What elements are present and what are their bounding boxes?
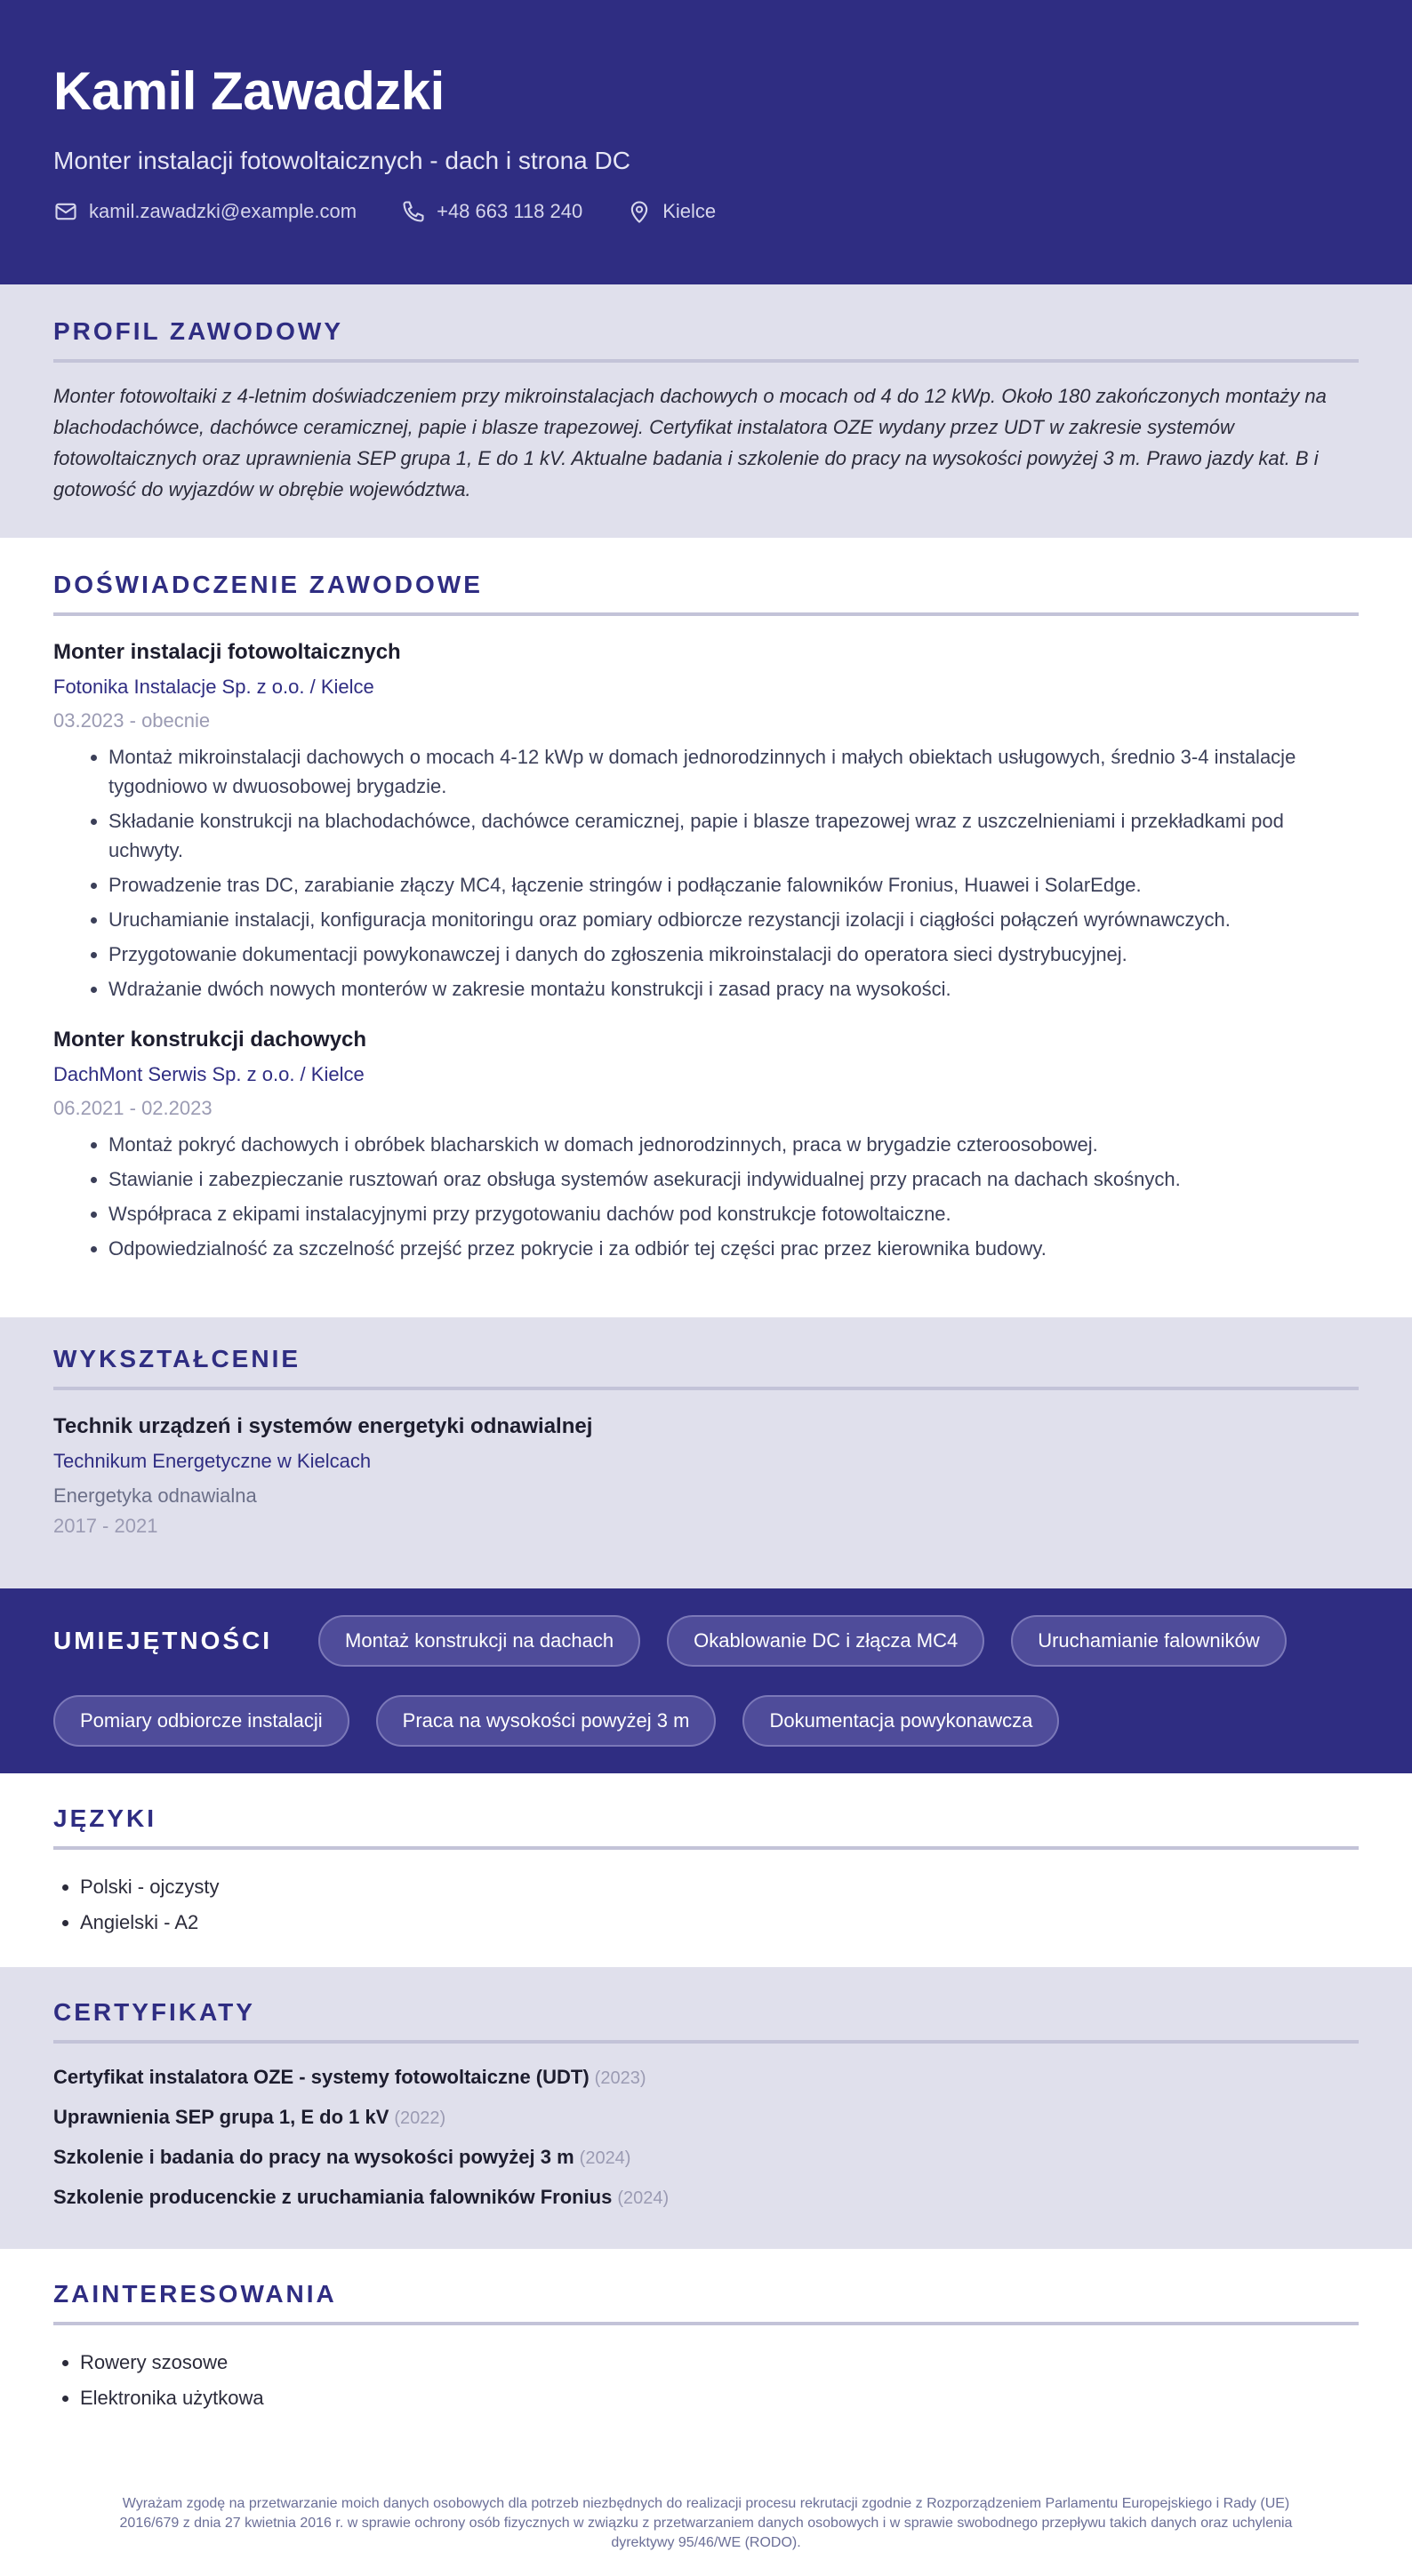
certificate-name: Uprawnienia SEP grupa 1, E do 1 kV (53, 2106, 389, 2128)
job-bullet: • Stawianie i zabezpieczanie rusztowań oraz obsługa systemów asekuracji indywidualnej przy pracach na dachach skośnych. (108, 1164, 1359, 1194)
profile-text: Monter fotowoltaiki z 4-letnim doświadczeniem przy mikroinstalacjach dachowych o mocach od 4 do 12 kWp. Około 180 zakończonych montaży na blachodachówce, dachówce ceramicznej, papie i blasze trapezowej. Certyfikat instalatora OZE wydany przez UDT w zakresie systemów fotowoltaicznych oraz uprawnienia SEP grupa 1, E do 1 kV. Aktualne badania i szkolenie do pracy na wysokości powyżej 3 m. Prawo jazdy kat. B i gotowość do wyjazdów w obrębie województwa. (53, 385, 1327, 500)
contact-email[interactable] (53, 199, 357, 224)
job-bullet: • Składanie konstrukcji na blachodachówce, dachówce ceramicznej, papie i blasze trapezowej wraz z uszczelnieniami i przekładkami pod uchwyty. (108, 806, 1359, 865)
job-bullet: • Wdrażanie dwóch nowych monterów w zakresie montażu konstrukcji i zasad pracy na wysokości. (108, 974, 1359, 1004)
languages-title: JĘZYKI (53, 1804, 1359, 1850)
location-pin-icon (627, 199, 652, 224)
certificate-item (53, 2178, 1359, 2218)
interests-list (53, 2345, 1359, 2416)
job-bullet: • Przygotowanie dokumentacji powykonawczej i danych do zgłoszenia mikroinstalacji do operatora sieci dystrybucyjnej. (108, 940, 1359, 969)
job-bullet: • Odpowiedzialność za szczelność przejść przez pokrycie i za odbiór tej części prac przez kierownika budowy. (108, 1234, 1359, 1263)
certificates-section (0, 1967, 1412, 2249)
job-entry (53, 1025, 1359, 1263)
certificate-year: (2024) (617, 2188, 670, 2208)
certificate-item (53, 2098, 1359, 2138)
job-bullets (53, 1130, 1359, 1263)
mail-icon (53, 199, 78, 224)
profile-title: PROFIL ZAWODOWY (53, 316, 1359, 363)
contact-phone[interactable] (401, 199, 582, 224)
skill-chip: Montaż konstrukcji na dachach (318, 1615, 640, 1667)
profile-section (0, 284, 1412, 538)
location-text: Kielce (662, 200, 717, 222)
education-section (0, 1317, 1412, 1588)
certificate-year: (2023) (594, 2068, 646, 2088)
certificate-year: (2024) (579, 2148, 631, 2168)
email-text[interactable]: kamil.zawadzki@example.com (89, 200, 357, 222)
job-dates: 06.2021 - 02.2023 (53, 1097, 213, 1119)
candidate-name: Kamil Zawadzki (53, 61, 445, 121)
job-bullet: • Współpraca z ekipami instalacyjnymi przy przygotowaniu dachów pod konstrukcje fotowoltaiczne. (108, 1199, 1359, 1228)
language-item: • Angielski - A2 (80, 1905, 1359, 1940)
language-item: • Polski - ojczysty (80, 1869, 1359, 1905)
experience-section (0, 538, 1412, 1317)
certificate-year: (2022) (394, 2108, 446, 2128)
candidate-role: Monter instalacji fotowoltaicznych - dach i strona DC (53, 147, 630, 174)
languages-section (0, 1773, 1412, 1967)
education-field: Energetyka odnawialna (53, 1484, 257, 1507)
skills-chips (53, 1615, 1359, 1775)
interests-title: ZAINTERESOWANIA (53, 2279, 1359, 2325)
job-title: Monter instalacji fotowoltaicznych (53, 640, 401, 664)
certificates-list (53, 2058, 1359, 2218)
experience-title: DOŚWIADCZENIE ZAWODOWE (53, 570, 1359, 616)
skill-chip: Dokumentacja powykonawcza (742, 1695, 1059, 1747)
job-bullet: • Prowadzenie tras DC, zarabianie złączy MC4, łączenie stringów i podłączanie falowników Fronius, Huawei i SolarEdge. (108, 870, 1359, 900)
skill-chip: Uruchamianie falowników (1011, 1615, 1286, 1667)
job-bullets (53, 742, 1359, 1004)
job-bullet: • Uruchamianie instalacji, konfiguracja monitoringu oraz pomiary odbiorcze rezystancji izolacji i ciągłości połączeń wyrównawczych. (108, 905, 1359, 934)
resume-header (0, 0, 1412, 284)
interests-section (0, 2249, 1412, 2427)
certificate-name: Certyfikat instalatora OZE - systemy fotowoltaiczne (UDT) (53, 2066, 590, 2088)
job-title: Monter konstrukcji dachowych (53, 1028, 367, 1052)
job-company: Fotonika Instalacje Sp. z o.o. / Kielce (53, 676, 374, 698)
skill-chip: Praca na wysokości powyżej 3 m (376, 1695, 717, 1747)
certificate-item (53, 2138, 1359, 2178)
job-dates: 03.2023 - obecnie (53, 709, 211, 732)
certificates-title: CERTYFIKATY (53, 1997, 1359, 2044)
education-degree: Technik urządzeń i systemów energetyki odnawialnej (53, 1414, 593, 1438)
education-school: Technikum Energetyczne w Kielcach (53, 1450, 372, 1472)
job-bullet: • Montaż mikroinstalacji dachowych o mocach 4-12 kWp w domach jednorodzinnych i małych obiektach usługowych, średnio 3-4 instalacje tygodniowo w dwuosobowej brygadzie. (108, 742, 1359, 801)
skill-chip: Okablowanie DC i złącza MC4 (667, 1615, 984, 1667)
gdpr-consent-footer: Wyrażam zgodę na przetwarzanie moich danych osobowych dla potrzeb niezbędnych do realizacji procesu rekrutacji zgodnie z Rozporządzeniem Parlamentu Europejskiego i Rady (UE) 2016/679 z dnia 27 kwietnia 2016 r. w sprawie ochrony osób fizycznych w związku z przetwarzaniem danych osobowych i w sprawie swobodnego przepływu takich danych oraz uchylenia dyrektywy 95/46/WE (RODO). (119, 2496, 1293, 2550)
skill-chip: Pomiary odbiorcze instalacji (53, 1695, 349, 1747)
contact-row (53, 199, 1359, 224)
job-company: DachMont Serwis Sp. z o.o. / Kielce (53, 1063, 365, 1085)
education-title: WYKSZTAŁCENIE (53, 1344, 1359, 1390)
languages-list (53, 1869, 1359, 1940)
certificate-item (53, 2058, 1359, 2098)
skills-section (0, 1588, 1412, 1773)
certificate-name: Szkolenie producenckie z uruchamiania falowników Fronius (53, 2186, 613, 2208)
phone-text[interactable]: +48 663 118 240 (437, 200, 583, 222)
skills-title: UMIEJĘTNOŚCI (53, 1627, 273, 1654)
certificate-name: Szkolenie i badania do pracy na wysokości powyżej 3 m (53, 2146, 574, 2168)
contact-location (627, 199, 716, 224)
phone-icon (401, 199, 426, 224)
job-bullet: • Montaż pokryć dachowych i obróbek blacharskich w domach jednorodzinnych, praca w brygadzie czteroosobowej. (108, 1130, 1359, 1159)
job-entry (53, 637, 1359, 1004)
interest-item: • Rowery szosowe (80, 2345, 1359, 2380)
education-dates: 2017 - 2021 (53, 1515, 158, 1537)
interest-item: • Elektronika użytkowa (80, 2380, 1359, 2416)
